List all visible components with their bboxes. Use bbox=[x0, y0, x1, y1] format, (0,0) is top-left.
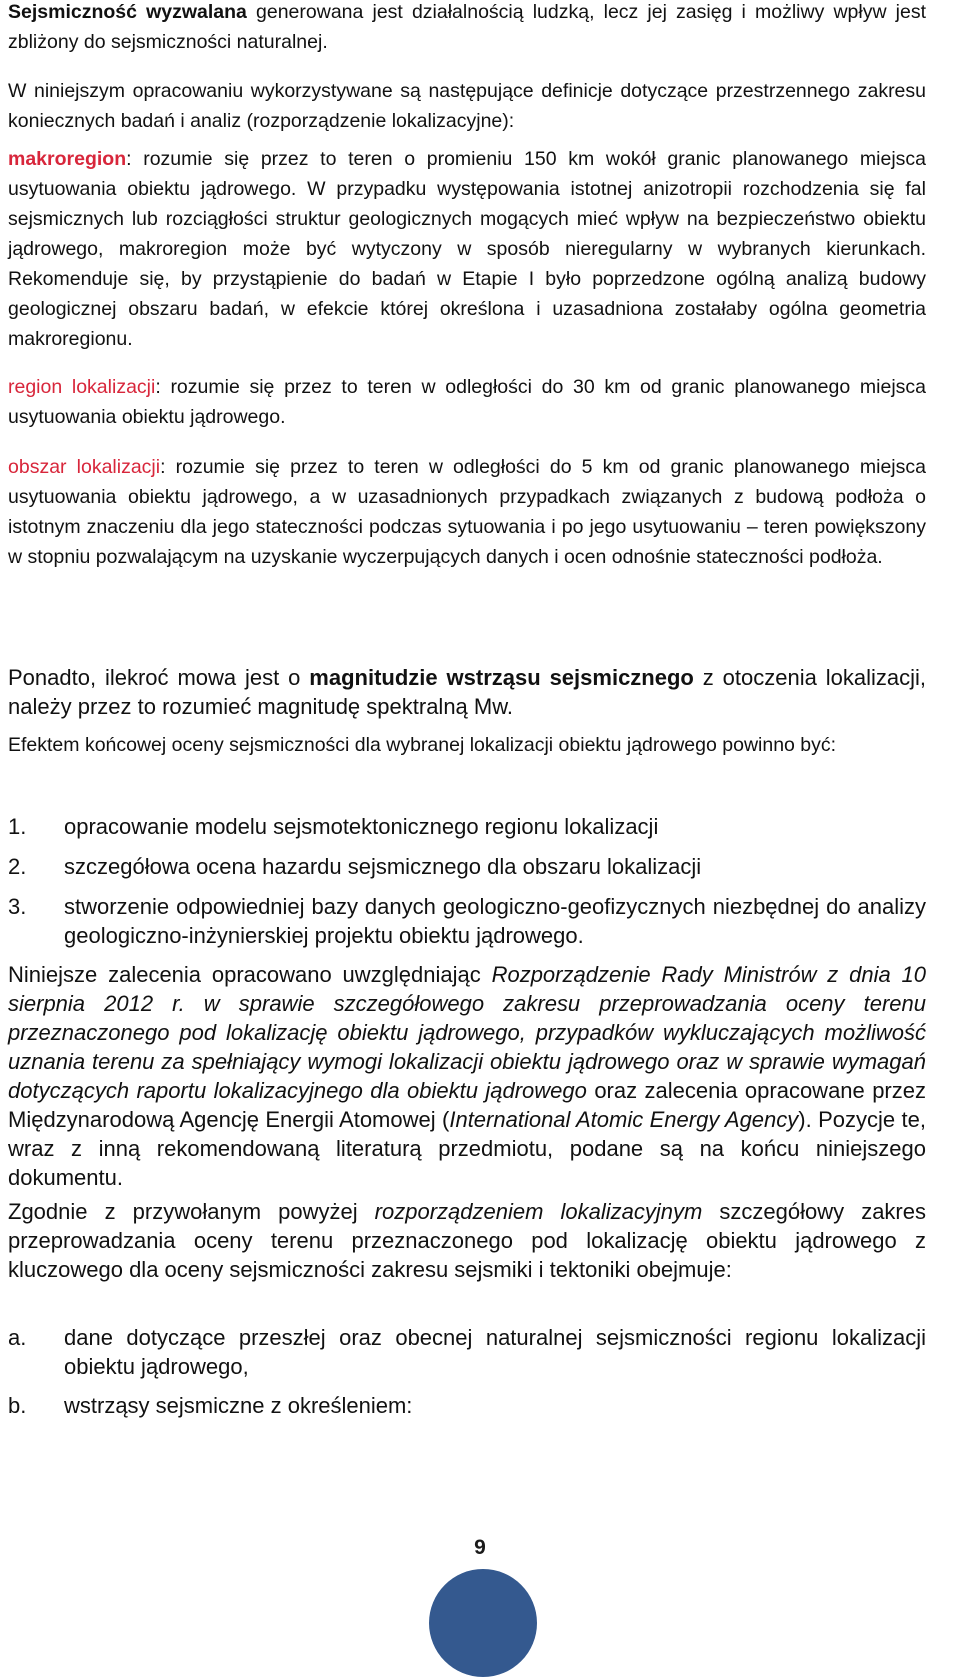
list-item: 1. opracowanie modelu sejsmotektonicznego regionu lokalizacji bbox=[8, 814, 659, 839]
definition-obszar-lokalizacji: obszar lokalizacji: rozumie się przez to teren w odległości do 5 km od granic planowanego miejsca usytuowania obiektu jądrowego, a w uzasadnionych przypadkach związanych z budową podłoża o istotnym znaczeniu dla jego stateczności podczas sytuowania i po jego usytuowaniu – teren powiększony w stopniu pozwalającym na uzyskanie wyczerpujących danych i ocen odnośnie stateczności podłoża. bbox=[8, 456, 926, 568]
bold-term: Sejsmiczność wyzwalana bbox=[8, 1, 247, 23]
bold-magnitude: magnitudzie wstrząsu sejsmicznego bbox=[309, 665, 694, 690]
list-item: a. dane dotyczące przeszłej oraz obecnej naturalnej sejsmiczności regionu lokalizacji obiektu jądrowego, bbox=[8, 1325, 926, 1379]
term-region-lokalizacji: region lokalizacji bbox=[8, 376, 156, 398]
paragraph-ponadto: Ponadto, ilekroć mowa jest o magnitudzie wstrząsu sejsmicznego z otoczenia lokalizacji, należy przez to rozumieć magnitudę spektralną Mw. bbox=[8, 665, 926, 719]
definition-makroregion: makroregion: rozumie się przez to teren o promieniu 150 km wokół granic planowanego miejsca usytuowania obiektu jądrowego. W przypadku występowania istotnej anizotropii rozchodzenia się fal sejsmicznych lub rozciągłości struktur geologicznych mogących mieć wpływ na bezpieczeństwo obiektu jądrowego, makroregion może być wytyczony w sposób nieregularny w wybranych kierunkach. Rekomenduje się, by przystąpienie do badań w Etapie I było poprzedzone ogólną analizą budowy geologicznej obszaru badań, w efekcie której określona i uzasadniona zostałaby ogólna geometria makroregionu. bbox=[8, 148, 926, 350]
page-tab-semicircle bbox=[429, 1569, 537, 1677]
paragraph-efektem: Efektem końcowej oceny sejsmiczności dla wybranej lokalizacji obiektu jądrowego powinno być: bbox=[8, 734, 837, 756]
term-makroregion: makroregion bbox=[8, 148, 127, 170]
list-item: 3. stworzenie odpowiedniej bazy danych geologiczno-geofizycznych niezbędnej do analizy geologiczno-inżynierskiej projektu obiektu jądrowego. bbox=[8, 894, 926, 948]
term-obszar-lokalizacji: obszar lokalizacji bbox=[8, 456, 161, 478]
definition-region-lokalizacji: region lokalizacji: rozumie się przez to teren w odległości do 30 km od granic planowanego miejsca usytuowania obiektu jądrowego. bbox=[8, 376, 926, 428]
list-item: 2. szczegółowa ocena hazardu sejsmicznego dla obszaru lokalizacji bbox=[8, 854, 702, 879]
list-item: b. wstrząsy sejsmiczne z określeniem: bbox=[8, 1393, 413, 1418]
paragraph-niniejsze-zalecenia: Niniejsze zalecenia opracowano uwzględniając Rozporządzenie Rady Ministrów z dnia 10 sierpnia 2012 r. w sprawie szczegółowego zakresu przeprowadzania oceny terenu przeznaczonego pod lokalizację obiektu jądrowego, przypadków wykluczających możliwość uznania terenu za spełniający wymogi lokalizacji obiektu jądrowego oraz w sprawie wymagań dotyczących raportu lokalizacyjnego dla obiektu jądrowego oraz zalecenia opracowane przez Międzynarodową Agencję Energii Atomowej (International Atomic Energy Agency). Pozycje te, wraz z inną rekomendowaną literaturą przedmiotu, podane są na końcu niniejszego dokumentu. bbox=[8, 962, 927, 1190]
page-number: 9 bbox=[474, 1536, 486, 1559]
paragraph-definitions-intro: W niniejszym opracowaniu wykorzystywane są następujące definicje dotyczące przestrzennego zakresu koniecznych badań i analiz (rozporządzenie lokalizacyjne): bbox=[8, 80, 926, 132]
paragraph-sejsmicznosc-wyzwalana: Sejsmiczność wyzwalana generowana jest działalnością ludzką, lecz jej zasięg i możliwy wpływ jest zbliżony do sejsmiczności naturalnej. bbox=[8, 1, 926, 53]
paragraph-zgodnie: Zgodnie z przywołanym powyżej rozporządzeniem lokalizacyjnym szczegółowy zakres przeprowadzania oceny terenu przeznaczonego pod lokalizację obiektu jądrowego z kluczowego dla oceny sejsmiczności zakresu sejsmiki i tektoniki obejmuje: bbox=[8, 1199, 926, 1282]
